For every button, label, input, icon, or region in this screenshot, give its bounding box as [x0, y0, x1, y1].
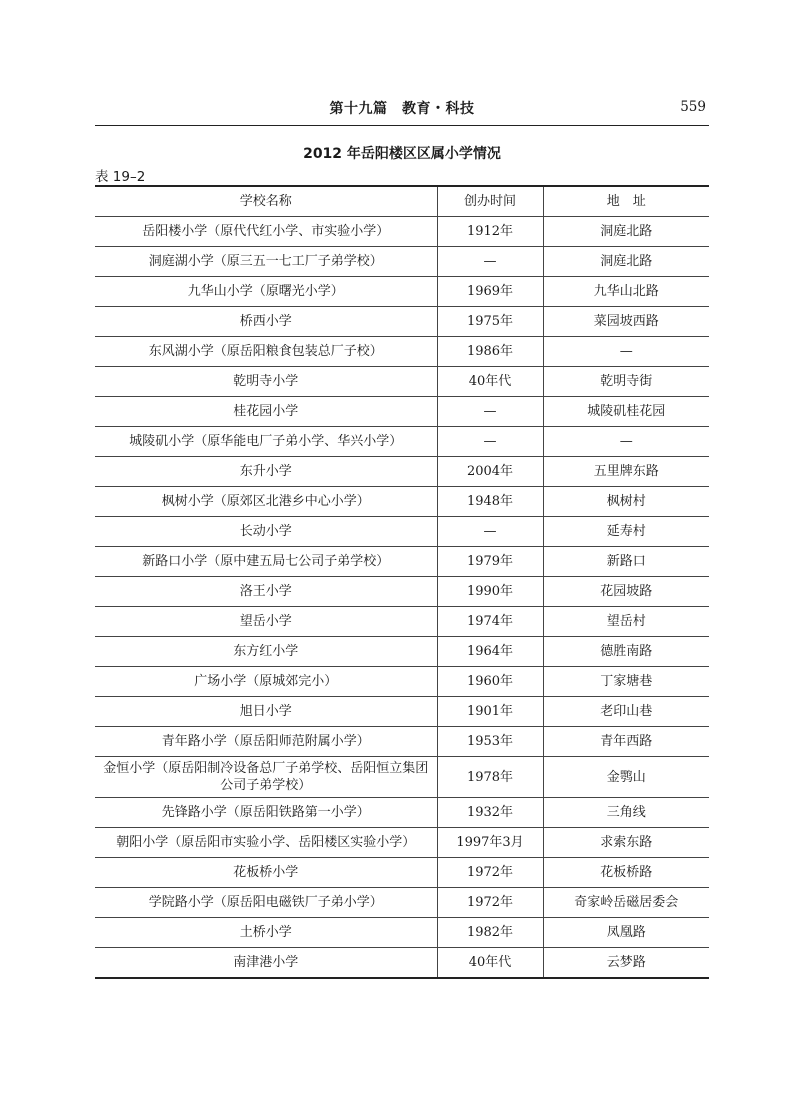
founded-cell: —	[437, 397, 543, 427]
founded-cell: 1964年	[437, 637, 543, 667]
address-cell: 九华山北路	[543, 277, 709, 307]
table-body	[95, 217, 709, 979]
founded-cell: 1997年3月	[437, 828, 543, 858]
school-name-cell: 东方红小学	[95, 637, 437, 667]
table-title: 2012 年岳阳楼区区属小学情况	[303, 146, 501, 162]
table-row	[95, 547, 709, 577]
address-cell: —	[543, 337, 709, 367]
founded-cell: 1975年	[437, 307, 543, 337]
table-row	[95, 858, 709, 888]
address-cell: —	[543, 427, 709, 457]
table-row	[95, 277, 709, 307]
address-cell: 丁家塘巷	[543, 667, 709, 697]
table-header	[95, 186, 709, 217]
school-name-cell: 望岳小学	[95, 607, 437, 637]
founded-cell: 1979年	[437, 547, 543, 577]
table-row	[95, 517, 709, 547]
school-name-cell: 新路口小学（原中建五局七公司子弟学校）	[95, 547, 437, 577]
address-cell: 青年西路	[543, 727, 709, 757]
address-cell: 奇家岭岳磁居委会	[543, 888, 709, 918]
table-row	[95, 727, 709, 757]
founded-cell: —	[437, 517, 543, 547]
table-row	[95, 577, 709, 607]
address-cell: 洞庭北路	[543, 247, 709, 277]
founded-cell: 40年代	[437, 367, 543, 397]
address-cell: 云梦路	[543, 948, 709, 979]
column-header-address: 地 址	[543, 186, 709, 217]
founded-cell: 1982年	[437, 918, 543, 948]
table-row	[95, 888, 709, 918]
table-row	[95, 607, 709, 637]
table-row	[95, 798, 709, 828]
address-cell: 洞庭北路	[543, 217, 709, 247]
table-label: 表 19–2	[95, 169, 146, 185]
table-row	[95, 217, 709, 247]
chapter-title: 第十九篇 教育・科技	[329, 101, 475, 117]
school-name-cell: 城陵矶小学（原华能电厂子弟小学、华兴小学）	[95, 427, 437, 457]
column-header-founded: 创办时间	[437, 186, 543, 217]
founded-cell: 1974年	[437, 607, 543, 637]
founded-cell: 1953年	[437, 727, 543, 757]
school-name-cell: 桂花园小学	[95, 397, 437, 427]
table-row	[95, 828, 709, 858]
founded-cell: 1912年	[437, 217, 543, 247]
address-cell: 延寿村	[543, 517, 709, 547]
running-head	[95, 98, 709, 126]
school-name-cell: 土桥小学	[95, 918, 437, 948]
table-row	[95, 367, 709, 397]
school-name-cell: 枫树小学（原郊区北港乡中心小学）	[95, 487, 437, 517]
address-cell: 金鹗山	[543, 757, 709, 798]
table-row	[95, 337, 709, 367]
address-cell: 新路口	[543, 547, 709, 577]
address-cell: 德胜南路	[543, 637, 709, 667]
header-rule	[95, 125, 709, 126]
table-row	[95, 918, 709, 948]
address-cell: 凤凰路	[543, 918, 709, 948]
address-cell: 花板桥路	[543, 858, 709, 888]
founded-cell: 1986年	[437, 337, 543, 367]
address-cell: 三角线	[543, 798, 709, 828]
table-row	[95, 697, 709, 727]
school-name-cell: 洞庭湖小学（原三五一七工厂子弟学校）	[95, 247, 437, 277]
founded-cell: 40年代	[437, 948, 543, 979]
table-row	[95, 637, 709, 667]
founded-cell: 1972年	[437, 858, 543, 888]
school-name-cell: 岳阳楼小学（原代代红小学、市实验小学）	[95, 217, 437, 247]
address-cell: 老印山巷	[543, 697, 709, 727]
founded-cell: 1948年	[437, 487, 543, 517]
founded-cell: 1972年	[437, 888, 543, 918]
school-name-cell: 乾明寺小学	[95, 367, 437, 397]
schools-table	[95, 185, 709, 979]
table-row	[95, 247, 709, 277]
school-name-cell: 广场小学（原城郊完小）	[95, 667, 437, 697]
table-row	[95, 487, 709, 517]
school-name-cell: 九华山小学（原曙光小学）	[95, 277, 437, 307]
school-name-cell: 南津港小学	[95, 948, 437, 979]
founded-cell: 2004年	[437, 457, 543, 487]
table-row	[95, 307, 709, 337]
table-row	[95, 757, 709, 798]
school-name-cell: 旭日小学	[95, 697, 437, 727]
school-name-cell: 先锋路小学（原岳阳铁路第一小学）	[95, 798, 437, 828]
table-row	[95, 427, 709, 457]
address-cell: 城陵矶桂花园	[543, 397, 709, 427]
school-name-cell: 学院路小学（原岳阳电磁铁厂子弟小学）	[95, 888, 437, 918]
page-number: 559	[680, 99, 706, 115]
address-cell: 望岳村	[543, 607, 709, 637]
founded-cell: 1990年	[437, 577, 543, 607]
school-name-cell: 桥西小学	[95, 307, 437, 337]
address-cell: 求索东路	[543, 828, 709, 858]
founded-cell: 1932年	[437, 798, 543, 828]
table-row	[95, 948, 709, 979]
school-name-cell: 东风湖小学（原岳阳粮食包装总厂子校）	[95, 337, 437, 367]
address-cell: 菜园坡西路	[543, 307, 709, 337]
address-cell: 乾明寺街	[543, 367, 709, 397]
address-cell: 花园坡路	[543, 577, 709, 607]
school-name-cell: 东升小学	[95, 457, 437, 487]
founded-cell: 1969年	[437, 277, 543, 307]
address-cell: 五里牌东路	[543, 457, 709, 487]
founded-cell: —	[437, 247, 543, 277]
founded-cell: 1960年	[437, 667, 543, 697]
school-name-cell: 洛王小学	[95, 577, 437, 607]
header-row	[95, 186, 709, 217]
founded-cell: 1978年	[437, 757, 543, 798]
founded-cell: —	[437, 427, 543, 457]
school-name-cell: 花板桥小学	[95, 858, 437, 888]
table-row	[95, 457, 709, 487]
founded-cell: 1901年	[437, 697, 543, 727]
column-header-school-name: 学校名称	[95, 186, 437, 217]
table-row	[95, 397, 709, 427]
school-name-cell: 金恒小学（原岳阳制冷设备总厂子弟学校、岳阳恒立集团公司子弟学校）	[95, 757, 437, 798]
address-cell: 枫树村	[543, 487, 709, 517]
table-row	[95, 667, 709, 697]
school-name-cell: 朝阳小学（原岳阳市实验小学、岳阳楼区实验小学）	[95, 828, 437, 858]
school-name-cell: 长动小学	[95, 517, 437, 547]
school-name-cell: 青年路小学（原岳阳师范附属小学）	[95, 727, 437, 757]
